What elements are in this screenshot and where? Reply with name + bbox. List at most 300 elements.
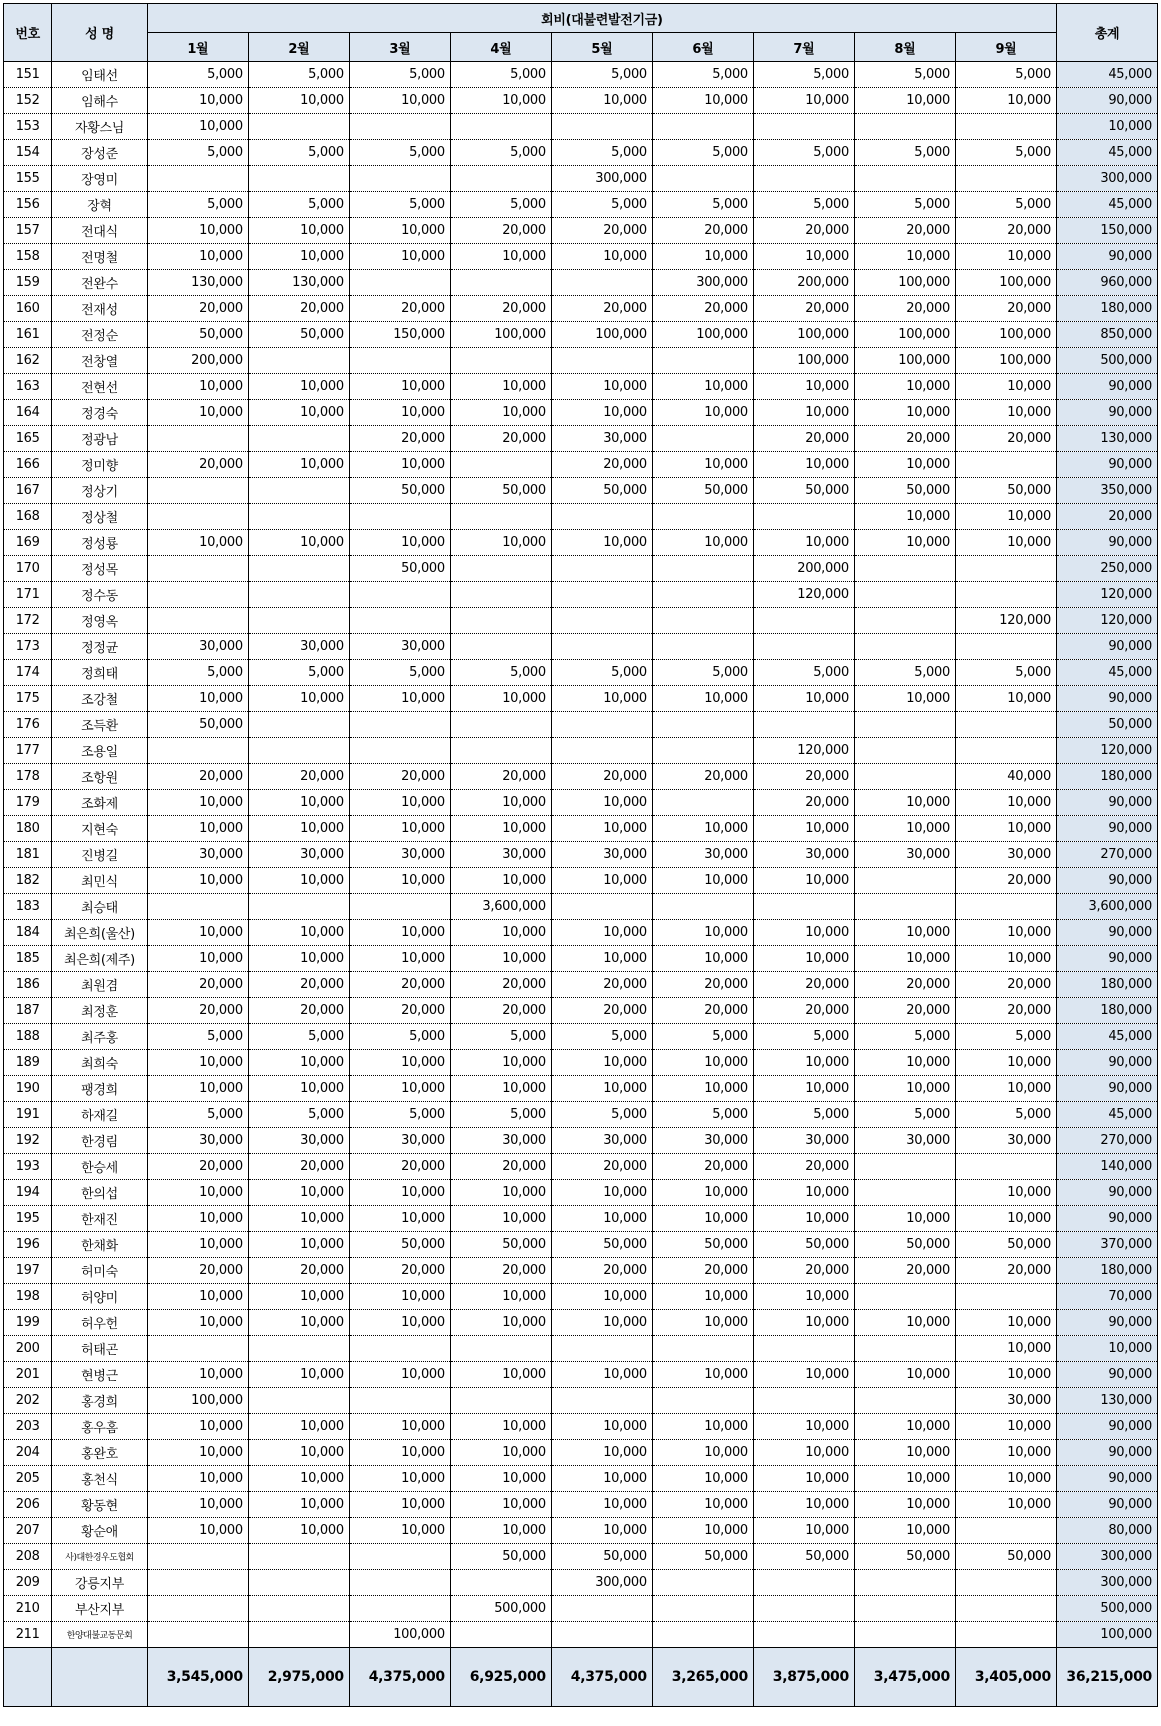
month-amount: 10,000 xyxy=(349,1050,450,1076)
table-row xyxy=(4,1024,1158,1050)
month-amount: 50,000 xyxy=(349,556,450,582)
month-amount: 10,000 xyxy=(349,1206,450,1232)
month-amount: 10,000 xyxy=(450,946,551,972)
row-number: 172 xyxy=(4,608,52,634)
month-amount: 30,000 xyxy=(854,1128,955,1154)
month-amount: 10,000 xyxy=(147,400,248,426)
month-amount xyxy=(450,1336,551,1362)
month-amount: 5,000 xyxy=(753,1102,854,1128)
month-amount: 10,000 xyxy=(349,686,450,712)
member-name: 한승세 xyxy=(52,1154,148,1180)
month-amount xyxy=(955,166,1056,192)
row-number: 176 xyxy=(4,712,52,738)
month-amount: 50,000 xyxy=(854,1544,955,1570)
member-name: 조득환 xyxy=(52,712,148,738)
member-name: 정광남 xyxy=(52,426,148,452)
month-amount: 10,000 xyxy=(854,816,955,842)
row-total: 300,000 xyxy=(1056,1570,1157,1596)
member-name: 하재길 xyxy=(52,1102,148,1128)
month-amount: 10,000 xyxy=(349,920,450,946)
month-amount: 10,000 xyxy=(753,1492,854,1518)
month-amount xyxy=(450,504,551,530)
month-amount: 20,000 xyxy=(854,998,955,1024)
month-amount xyxy=(248,426,349,452)
month-amount: 10,000 xyxy=(652,1362,753,1388)
month-amount: 10,000 xyxy=(147,790,248,816)
month-amount: 10,000 xyxy=(854,452,955,478)
month-amount xyxy=(450,1570,551,1596)
table-footer xyxy=(4,1648,1158,1707)
month-amount xyxy=(652,1570,753,1596)
month-amount: 10,000 xyxy=(955,1076,1056,1102)
month-amount: 30,000 xyxy=(248,842,349,868)
row-number: 201 xyxy=(4,1362,52,1388)
month-amount xyxy=(652,1388,753,1414)
month-amount: 5,000 xyxy=(551,192,652,218)
month-amount xyxy=(854,1596,955,1622)
member-name: 장성준 xyxy=(52,140,148,166)
month-amount: 10,000 xyxy=(753,1180,854,1206)
month-amount: 10,000 xyxy=(349,1466,450,1492)
month-amount: 10,000 xyxy=(652,374,753,400)
month-amount: 10,000 xyxy=(854,790,955,816)
month-amount: 10,000 xyxy=(450,1492,551,1518)
table-row xyxy=(4,1180,1158,1206)
month-amount: 10,000 xyxy=(854,374,955,400)
month-amount: 10,000 xyxy=(652,1414,753,1440)
month-amount xyxy=(652,114,753,140)
member-name: 전명철 xyxy=(52,244,148,270)
month-amount: 10,000 xyxy=(854,1466,955,1492)
header-month: 2월 xyxy=(248,33,349,62)
month-amount xyxy=(854,634,955,660)
month-amount xyxy=(450,712,551,738)
table-row xyxy=(4,400,1158,426)
month-amount: 10,000 xyxy=(652,400,753,426)
month-amount: 20,000 xyxy=(248,296,349,322)
row-number: 207 xyxy=(4,1518,52,1544)
month-amount: 10,000 xyxy=(450,1440,551,1466)
month-amount: 10,000 xyxy=(652,1310,753,1336)
month-amount xyxy=(248,1388,349,1414)
month-amount: 10,000 xyxy=(652,816,753,842)
member-name: 허미숙 xyxy=(52,1258,148,1284)
month-amount: 10,000 xyxy=(450,1466,551,1492)
month-amount xyxy=(955,634,1056,660)
month-amount xyxy=(349,738,450,764)
month-amount: 10,000 xyxy=(955,1440,1056,1466)
month-amount: 100,000 xyxy=(652,322,753,348)
table-row xyxy=(4,1518,1158,1544)
month-amount: 50,000 xyxy=(551,478,652,504)
member-name: 허양미 xyxy=(52,1284,148,1310)
month-amount: 10,000 xyxy=(551,816,652,842)
month-amount: 10,000 xyxy=(854,686,955,712)
month-amount xyxy=(248,166,349,192)
month-amount: 5,000 xyxy=(753,660,854,686)
month-amount: 120,000 xyxy=(955,608,1056,634)
month-amount: 20,000 xyxy=(147,296,248,322)
month-amount: 10,000 xyxy=(652,1076,753,1102)
month-amount xyxy=(147,1596,248,1622)
month-amount: 30,000 xyxy=(450,842,551,868)
month-amount: 100,000 xyxy=(854,322,955,348)
month-amount: 10,000 xyxy=(551,1492,652,1518)
month-amount: 50,000 xyxy=(854,478,955,504)
table-row xyxy=(4,738,1158,764)
month-amount: 5,000 xyxy=(551,1102,652,1128)
month-amount: 20,000 xyxy=(652,1154,753,1180)
month-amount: 10,000 xyxy=(854,1518,955,1544)
month-amount: 10,000 xyxy=(147,1180,248,1206)
member-name: 전창열 xyxy=(52,348,148,374)
month-amount: 5,000 xyxy=(147,1024,248,1050)
month-amount: 10,000 xyxy=(147,686,248,712)
month-amount: 10,000 xyxy=(955,1336,1056,1362)
month-amount: 10,000 xyxy=(955,504,1056,530)
row-total: 500,000 xyxy=(1056,348,1157,374)
table-row xyxy=(4,842,1158,868)
month-amount: 20,000 xyxy=(450,1154,551,1180)
month-amount: 10,000 xyxy=(248,1180,349,1206)
row-total: 180,000 xyxy=(1056,296,1157,322)
month-total: 6,925,000 xyxy=(450,1648,551,1707)
month-amount: 30,000 xyxy=(147,1128,248,1154)
table-row xyxy=(4,790,1158,816)
table-row xyxy=(4,296,1158,322)
header-month: 8월 xyxy=(854,33,955,62)
table-row xyxy=(4,1466,1158,1492)
month-amount: 5,000 xyxy=(450,62,551,88)
month-amount xyxy=(147,738,248,764)
month-amount: 5,000 xyxy=(753,192,854,218)
month-amount: 50,000 xyxy=(854,1232,955,1258)
month-amount: 20,000 xyxy=(450,218,551,244)
month-amount xyxy=(450,556,551,582)
month-amount: 10,000 xyxy=(248,790,349,816)
month-amount xyxy=(248,712,349,738)
member-name: 정정균 xyxy=(52,634,148,660)
month-amount xyxy=(147,1336,248,1362)
row-number: 171 xyxy=(4,582,52,608)
month-amount: 20,000 xyxy=(854,1258,955,1284)
row-number: 211 xyxy=(4,1622,52,1648)
month-amount: 10,000 xyxy=(450,1050,551,1076)
row-number: 187 xyxy=(4,998,52,1024)
month-amount: 10,000 xyxy=(147,244,248,270)
month-amount: 20,000 xyxy=(551,764,652,790)
month-amount: 10,000 xyxy=(450,400,551,426)
month-amount: 30,000 xyxy=(652,1128,753,1154)
row-total: 90,000 xyxy=(1056,920,1157,946)
month-amount xyxy=(652,1622,753,1648)
row-total: 90,000 xyxy=(1056,1492,1157,1518)
month-amount: 10,000 xyxy=(349,1414,450,1440)
table-row xyxy=(4,1570,1158,1596)
month-amount: 20,000 xyxy=(147,452,248,478)
month-amount: 100,000 xyxy=(753,322,854,348)
month-amount: 50,000 xyxy=(652,1544,753,1570)
month-amount xyxy=(450,114,551,140)
month-amount: 10,000 xyxy=(652,1492,753,1518)
grand-total: 36,215,000 xyxy=(1056,1648,1157,1707)
month-amount xyxy=(955,738,1056,764)
month-amount: 10,000 xyxy=(854,1414,955,1440)
member-name: 강릉지부 xyxy=(52,1570,148,1596)
month-amount: 10,000 xyxy=(248,452,349,478)
month-amount: 10,000 xyxy=(248,530,349,556)
row-total: 120,000 xyxy=(1056,608,1157,634)
row-number: 154 xyxy=(4,140,52,166)
row-total: 180,000 xyxy=(1056,972,1157,998)
month-amount: 10,000 xyxy=(652,88,753,114)
month-amount: 100,000 xyxy=(551,322,652,348)
month-amount xyxy=(349,1596,450,1622)
row-number: 197 xyxy=(4,1258,52,1284)
month-amount: 20,000 xyxy=(753,764,854,790)
month-amount: 20,000 xyxy=(147,764,248,790)
month-amount: 30,000 xyxy=(147,842,248,868)
row-total: 120,000 xyxy=(1056,738,1157,764)
row-number: 185 xyxy=(4,946,52,972)
month-amount xyxy=(551,348,652,374)
member-name: 정상기 xyxy=(52,478,148,504)
month-amount xyxy=(248,608,349,634)
month-amount: 20,000 xyxy=(551,998,652,1024)
member-name: 최승태 xyxy=(52,894,148,920)
month-amount: 10,000 xyxy=(955,1414,1056,1440)
month-amount xyxy=(955,1154,1056,1180)
row-number: 205 xyxy=(4,1466,52,1492)
month-amount: 5,000 xyxy=(854,660,955,686)
month-amount: 100,000 xyxy=(147,1388,248,1414)
month-amount xyxy=(955,556,1056,582)
month-amount: 10,000 xyxy=(248,1076,349,1102)
month-amount: 20,000 xyxy=(652,764,753,790)
month-amount xyxy=(854,1180,955,1206)
table-row xyxy=(4,1310,1158,1336)
table-row xyxy=(4,244,1158,270)
month-amount: 10,000 xyxy=(955,790,1056,816)
month-amount: 10,000 xyxy=(854,1076,955,1102)
month-amount xyxy=(753,166,854,192)
month-amount xyxy=(248,1570,349,1596)
row-number: 195 xyxy=(4,1206,52,1232)
month-amount: 10,000 xyxy=(147,1206,248,1232)
month-amount: 50,000 xyxy=(652,1232,753,1258)
month-amount xyxy=(652,348,753,374)
month-amount: 50,000 xyxy=(450,478,551,504)
month-amount: 10,000 xyxy=(854,1440,955,1466)
month-amount: 10,000 xyxy=(248,1362,349,1388)
month-amount: 10,000 xyxy=(551,868,652,894)
month-amount xyxy=(147,504,248,530)
month-amount xyxy=(955,1596,1056,1622)
month-amount xyxy=(955,452,1056,478)
month-amount: 10,000 xyxy=(551,1206,652,1232)
month-total: 3,265,000 xyxy=(652,1648,753,1707)
month-amount: 10,000 xyxy=(551,1466,652,1492)
month-amount: 20,000 xyxy=(955,998,1056,1024)
month-amount: 5,000 xyxy=(349,1102,450,1128)
month-amount: 5,000 xyxy=(854,1024,955,1050)
month-amount xyxy=(955,712,1056,738)
month-amount: 10,000 xyxy=(652,1518,753,1544)
month-amount: 5,000 xyxy=(450,192,551,218)
month-amount: 5,000 xyxy=(955,1102,1056,1128)
month-amount: 30,000 xyxy=(753,1128,854,1154)
month-amount: 20,000 xyxy=(753,972,854,998)
month-amount: 10,000 xyxy=(854,88,955,114)
month-amount: 50,000 xyxy=(551,1544,652,1570)
totals-blank-cell xyxy=(4,1648,52,1707)
month-amount: 10,000 xyxy=(551,790,652,816)
row-total: 960,000 xyxy=(1056,270,1157,296)
month-amount: 10,000 xyxy=(753,88,854,114)
month-amount: 10,000 xyxy=(955,920,1056,946)
row-total: 350,000 xyxy=(1056,478,1157,504)
member-name: 조화제 xyxy=(52,790,148,816)
month-amount xyxy=(854,738,955,764)
month-amount: 10,000 xyxy=(349,1518,450,1544)
month-amount: 5,000 xyxy=(349,140,450,166)
month-amount: 10,000 xyxy=(349,88,450,114)
table-row xyxy=(4,920,1158,946)
month-amount: 10,000 xyxy=(450,88,551,114)
month-amount xyxy=(652,1336,753,1362)
month-amount: 10,000 xyxy=(248,1050,349,1076)
row-number: 191 xyxy=(4,1102,52,1128)
month-amount: 100,000 xyxy=(854,270,955,296)
row-number: 182 xyxy=(4,868,52,894)
row-number: 181 xyxy=(4,842,52,868)
month-amount: 150,000 xyxy=(349,322,450,348)
row-number: 196 xyxy=(4,1232,52,1258)
member-name: 현병근 xyxy=(52,1362,148,1388)
month-amount: 10,000 xyxy=(551,1518,652,1544)
month-amount: 10,000 xyxy=(349,868,450,894)
month-amount: 5,000 xyxy=(854,192,955,218)
month-amount: 20,000 xyxy=(955,972,1056,998)
month-amount: 10,000 xyxy=(854,244,955,270)
month-amount: 5,000 xyxy=(248,62,349,88)
row-number: 192 xyxy=(4,1128,52,1154)
header-month: 3월 xyxy=(349,33,450,62)
month-amount xyxy=(147,556,248,582)
member-name: 한양대불교동문회 xyxy=(52,1622,148,1648)
month-amount xyxy=(349,166,450,192)
month-amount: 20,000 xyxy=(349,998,450,1024)
month-amount: 100,000 xyxy=(753,348,854,374)
member-name: 팽경희 xyxy=(52,1076,148,1102)
month-amount: 10,000 xyxy=(147,920,248,946)
row-number: 164 xyxy=(4,400,52,426)
month-amount: 5,000 xyxy=(248,140,349,166)
member-name: 정성룡 xyxy=(52,530,148,556)
month-amount xyxy=(147,1622,248,1648)
month-amount: 50,000 xyxy=(349,478,450,504)
row-total: 45,000 xyxy=(1056,660,1157,686)
month-amount: 20,000 xyxy=(349,426,450,452)
month-amount: 200,000 xyxy=(753,556,854,582)
month-amount: 10,000 xyxy=(854,504,955,530)
member-name: 임해수 xyxy=(52,88,148,114)
month-amount: 50,000 xyxy=(450,1544,551,1570)
month-amount: 10,000 xyxy=(147,1232,248,1258)
month-amount xyxy=(854,712,955,738)
member-name: 정수동 xyxy=(52,582,148,608)
table-row xyxy=(4,426,1158,452)
row-number: 204 xyxy=(4,1440,52,1466)
month-amount xyxy=(854,582,955,608)
member-name: 허태곤 xyxy=(52,1336,148,1362)
month-amount: 100,000 xyxy=(955,348,1056,374)
month-amount: 20,000 xyxy=(753,998,854,1024)
table-row xyxy=(4,1258,1158,1284)
month-amount xyxy=(955,1622,1056,1648)
month-amount: 10,000 xyxy=(147,114,248,140)
month-amount: 10,000 xyxy=(248,868,349,894)
month-amount: 10,000 xyxy=(652,1440,753,1466)
month-amount xyxy=(854,764,955,790)
month-amount xyxy=(450,634,551,660)
month-amount: 10,000 xyxy=(551,686,652,712)
member-name: 전재성 xyxy=(52,296,148,322)
month-amount xyxy=(248,556,349,582)
table-header xyxy=(4,4,1158,62)
month-amount: 10,000 xyxy=(753,1206,854,1232)
table-row xyxy=(4,62,1158,88)
row-total: 180,000 xyxy=(1056,1258,1157,1284)
month-amount xyxy=(248,1336,349,1362)
month-amount: 10,000 xyxy=(753,946,854,972)
row-total: 300,000 xyxy=(1056,166,1157,192)
month-amount: 50,000 xyxy=(955,1544,1056,1570)
member-name: 최민식 xyxy=(52,868,148,894)
row-number: 179 xyxy=(4,790,52,816)
month-amount: 10,000 xyxy=(955,400,1056,426)
month-amount: 5,000 xyxy=(652,192,753,218)
month-amount: 10,000 xyxy=(753,1050,854,1076)
month-amount: 10,000 xyxy=(450,1076,551,1102)
member-name: 한경림 xyxy=(52,1128,148,1154)
month-amount: 10,000 xyxy=(450,868,551,894)
month-amount: 10,000 xyxy=(955,530,1056,556)
member-name: 정상철 xyxy=(52,504,148,530)
month-amount xyxy=(955,1518,1056,1544)
month-amount: 10,000 xyxy=(652,1206,753,1232)
month-amount: 20,000 xyxy=(450,764,551,790)
month-amount: 20,000 xyxy=(551,972,652,998)
header-number: 번호 xyxy=(4,4,52,62)
month-amount: 10,000 xyxy=(450,1206,551,1232)
row-number: 203 xyxy=(4,1414,52,1440)
row-total: 250,000 xyxy=(1056,556,1157,582)
month-amount xyxy=(349,1570,450,1596)
member-name: 황동현 xyxy=(52,1492,148,1518)
month-amount: 10,000 xyxy=(450,816,551,842)
month-amount: 5,000 xyxy=(551,1024,652,1050)
month-amount: 20,000 xyxy=(551,1258,652,1284)
table-row xyxy=(4,946,1158,972)
table-row xyxy=(4,270,1158,296)
row-total: 45,000 xyxy=(1056,1102,1157,1128)
month-amount xyxy=(349,1388,450,1414)
month-amount xyxy=(753,1570,854,1596)
table-row xyxy=(4,478,1158,504)
month-amount xyxy=(854,166,955,192)
month-amount: 10,000 xyxy=(248,1284,349,1310)
